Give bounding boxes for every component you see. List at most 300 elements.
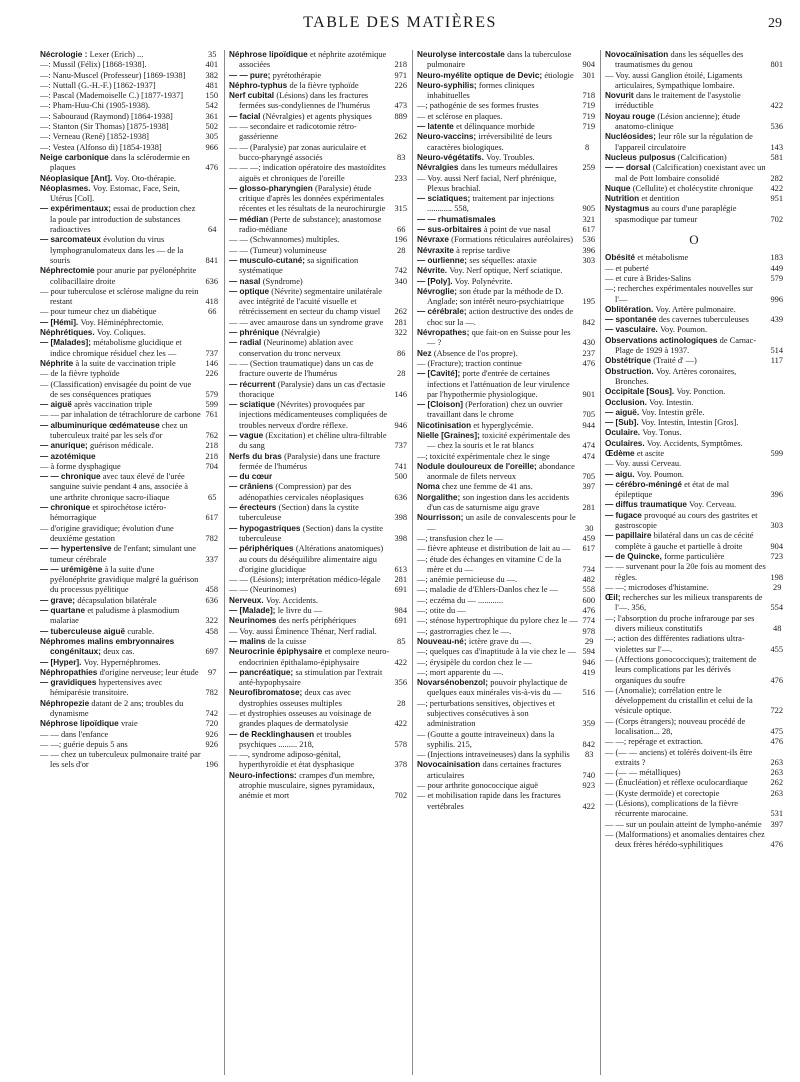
- entry-page-number: 617: [582, 544, 595, 554]
- index-entry: [605, 315, 783, 325]
- index-entry: [229, 627, 407, 637]
- entry-heading: Neuro-syphilis;: [417, 80, 479, 90]
- index-entry: [229, 287, 407, 318]
- entry-heading: Oculaire.: [605, 428, 643, 438]
- entry-page-number: 741: [394, 461, 407, 471]
- entry-heading: Névraxe: [417, 235, 452, 245]
- entry-heading: — anurique;: [40, 441, 91, 451]
- entry-heading: Nuque: [605, 183, 633, 193]
- entry-text: —; anémie pernicieuse du —.: [417, 575, 518, 585]
- entry-page-number: 474: [582, 451, 595, 461]
- entry-page-number: 923: [582, 781, 595, 791]
- index-entry: [605, 686, 783, 717]
- index-entry: [605, 367, 783, 388]
- index-entry: — — (Paralysie) par zonas auriculaire et bucco-pharyngé associés 83: [229, 142, 406, 162]
- index-entry: [417, 266, 595, 276]
- entry-heading: — pancréatique;: [229, 667, 296, 677]
- index-column-1: [40, 50, 218, 1075]
- entry-text: —: Vestea (Alfonso di) [1854-1938]: [40, 142, 162, 152]
- entry-text: — — secondaire et radicotomie rétro-gassérienne: [229, 122, 357, 142]
- entry-heading: Neurofibromatose;: [229, 688, 305, 698]
- entry-page-number: 458: [205, 585, 218, 595]
- index-entry: [40, 503, 218, 524]
- entry-text: (Section) dans la cystite tuberculeuse: [239, 523, 383, 543]
- index-entry: [40, 637, 218, 658]
- entry-text: Voy. Intestin.: [649, 397, 694, 407]
- index-entry: [417, 534, 595, 544]
- index-entry: [229, 472, 407, 482]
- entry-page-number: 262: [394, 307, 407, 317]
- index-entry: [417, 462, 595, 483]
- index-entry: [40, 132, 218, 142]
- entry-text: —: Mussil (Félix) [1868-1938].: [40, 60, 147, 70]
- entry-page-number: 474: [582, 441, 595, 451]
- entry-text: pouvoir phylactique de quelques eaux minérales vis-à-vis du —: [427, 678, 568, 698]
- index-entry: [40, 462, 218, 472]
- entry-page-number: 259: [582, 163, 595, 173]
- entry-text: — — dans l'enfance: [40, 729, 109, 739]
- entry-page-number: 183: [770, 253, 783, 263]
- entry-heading: Norgalithe;: [417, 492, 463, 502]
- entry-heading: — — hypertensive: [40, 544, 114, 554]
- entry-text: — (Classification) envisagée du point de vue de ses conséquences pratiques: [40, 379, 192, 399]
- entry-text: dans les séquelles des traumatismes du genou: [615, 50, 744, 70]
- entry-text: —; quelques cas d'inaptitude à la vie chez le —: [417, 647, 576, 657]
- index-entry: [417, 493, 595, 514]
- entry-page-number: 966: [205, 142, 218, 152]
- entry-heading: Néphrose lipoïdique: [40, 719, 121, 729]
- entry-text: —; pathogénie de ses formes frustes: [417, 101, 539, 111]
- entry-text: Voy. Cerveau.: [689, 500, 737, 510]
- entry-text: (Neurinome) ablation avec conservation du tronc nerveux: [239, 338, 354, 358]
- entry-text: à reprise tardive: [456, 245, 511, 255]
- entry-page-number: 737: [205, 348, 218, 358]
- entry-text: — (Anomalie); corrélation entre le développement du cristallin et celui de la vésicule optique.: [605, 685, 753, 716]
- index-entry: [229, 122, 407, 143]
- entry-text: —; recherches expérimentales nouvelles sur l'—: [605, 284, 753, 304]
- index-entry: [40, 143, 218, 153]
- index-entry: [605, 737, 783, 747]
- entry-text: recherches sur les milieux transparents de l'—. 356,: [615, 593, 763, 613]
- entry-heading: — [Hémi].: [40, 317, 81, 327]
- entry-page-number: 455: [770, 644, 783, 654]
- entry-text: dans la tuberculose pulmonaire: [427, 50, 572, 70]
- index-entry: — expérimentaux; essai de production chez la poule par introduction de substances radioactives 64: [40, 204, 217, 235]
- entry-text: (Calcification) coexistant avec un mal de Pott lombaire consolidé: [615, 163, 766, 183]
- entry-text: porte d'entrée de certaines infections et l'atténuation de leur virulence par l'hypothermie physiologique.: [427, 369, 570, 399]
- entry-page-number: 951: [770, 194, 783, 204]
- index-entry: [229, 256, 407, 277]
- entry-heading: — érecteurs: [229, 503, 279, 513]
- index-entry: [40, 81, 218, 91]
- entry-text: crampes d'un membre, atrophie musculaire, signes pyramidaux, anémie et mort: [239, 770, 375, 801]
- index-entry: [605, 184, 783, 194]
- entry-page-number: 722: [770, 706, 783, 716]
- entry-heading: — latente: [417, 122, 457, 132]
- entry-text: — (Énucléation) et réflexe oculocardiaque: [605, 778, 748, 788]
- entry-heading: — nasal: [229, 276, 263, 286]
- index-entry: [417, 112, 595, 122]
- index-entry: [40, 400, 218, 410]
- entry-text: —; sténose hypertrophique du pylore chez le —: [417, 616, 578, 626]
- entry-heading: — cérébrale;: [417, 307, 469, 317]
- entry-text: —; gastrorragies chez le —.: [417, 626, 512, 636]
- entry-page-number: 904: [770, 541, 783, 551]
- index-entry: [605, 305, 783, 315]
- entry-text: d'origine nerveuse; leur étude: [99, 667, 199, 677]
- index-entry: [229, 277, 407, 287]
- index-entry: [605, 459, 783, 469]
- entry-text: —; érysipèle du cordon chez le —: [417, 657, 532, 667]
- index-entry: — médian (Perte de substance); anastomose radio-médiane 66: [229, 214, 406, 235]
- entry-text: — (Malformations) et anomalies dentaires chez deux frères hérédo-syphilitiques: [605, 829, 765, 850]
- entry-text: (Névrites) provoquées par injections médicamenteuses compliquées de troubles nerveux d'ordre réflexe.: [239, 400, 388, 430]
- entry-heading: Néoplasmes.: [40, 183, 93, 193]
- index-entry: [229, 503, 407, 524]
- index-entry: [605, 418, 783, 428]
- entry-heading: Névropathes;: [417, 328, 472, 338]
- entry-page-number: 226: [394, 80, 407, 90]
- entry-text: dans certaines fractures articulaires: [427, 760, 562, 780]
- entry-text: —; mort apparente du —.: [417, 667, 504, 677]
- index-entry: [229, 482, 407, 503]
- entry-text: le livre du —: [277, 606, 323, 616]
- entry-heading: Nicotinisation: [417, 420, 474, 430]
- index-entry: [417, 369, 595, 400]
- entry-page-number: 762: [205, 430, 218, 440]
- entry-page-number: 476: [770, 675, 783, 685]
- entry-text: — pour tumeur chez un diabétique: [40, 307, 157, 317]
- entry-text: pyrétothérapie: [272, 70, 322, 80]
- entry-text: — (Affections gonococciques); traitement de leurs complications par les dérivés organiques du soufre: [605, 654, 757, 685]
- entry-text: — — (Neurinomes): [229, 585, 297, 595]
- index-entry: — radial (Neurinome) ablation avec conservation du tronc nerveux 86: [229, 338, 406, 358]
- index-entry: [40, 101, 218, 111]
- index-entry: [417, 50, 595, 71]
- index-entry: [40, 122, 218, 132]
- entry-heading: Observations actinologiques: [605, 335, 720, 345]
- entry-text: étiologie: [544, 70, 574, 80]
- index-entry: Nourrisson; un asile de convalescents pour le — 30: [417, 513, 594, 533]
- entry-heading: — malins: [229, 636, 268, 646]
- index-entry: — malins de la cuisse 85: [229, 636, 406, 646]
- index-entry: [229, 585, 407, 595]
- entry-heading: Neurinomes: [229, 616, 279, 626]
- index-entry: [229, 606, 407, 616]
- index-entry: [605, 284, 783, 305]
- index-entry: [40, 112, 218, 122]
- entry-heading: Névralgies: [417, 163, 461, 173]
- index-entry: [40, 730, 218, 740]
- index-entry: [40, 153, 218, 174]
- entry-heading: — du cœur: [229, 472, 273, 482]
- entry-heading: Nystagmus: [605, 204, 652, 214]
- entry-text: Voy. Oto-thérapie.: [114, 173, 177, 183]
- entry-page-number: 430: [582, 338, 595, 348]
- index-entry: [417, 287, 595, 308]
- entry-text: Voy. Artères coronaires, Bronches.: [615, 366, 737, 386]
- index-entry: [40, 719, 218, 729]
- entry-heading: Nielle [Graines];: [417, 430, 483, 440]
- entry-page-number: 617: [205, 513, 218, 523]
- index-entry: [417, 699, 595, 730]
- entry-text: (Lésions) dans les fractures fermées sus-condyliennes de l'humérus: [239, 91, 371, 111]
- index-entry: [40, 750, 218, 771]
- index-entry: [417, 277, 595, 287]
- entry-heading: Nerf cubital: [229, 91, 277, 101]
- entry-page-number: 558: [582, 585, 595, 595]
- entry-page-number: 356: [394, 678, 407, 688]
- index-entry: [417, 328, 595, 349]
- index-entry: — (Injections intraveineuses) dans la syphilis 83: [417, 750, 594, 760]
- entry-page-number: 740: [582, 770, 595, 780]
- entry-text: — —; repérage et extraction.: [605, 737, 703, 747]
- index-entry: [417, 668, 595, 678]
- entry-page-number: 458: [205, 626, 218, 636]
- index-entry: [40, 544, 218, 565]
- index-entry: [40, 235, 218, 266]
- entry-text: et état de mal épileptique: [615, 479, 730, 500]
- index-entry: [605, 634, 783, 655]
- entry-page-number: 536: [770, 122, 783, 132]
- entry-text: — — (Lésions); interprétation médico-légale: [229, 575, 381, 585]
- entry-text: (Absence de l'os propre).: [433, 348, 518, 358]
- entry-text: (Formations réticulaires auréolaires): [451, 235, 574, 245]
- index-entry: [605, 449, 783, 459]
- entry-text: (Lésion ancienne); étude anatomo-clinique: [615, 111, 741, 132]
- entry-text: —; action des différentes radiations ultra-violettes sur l'—.: [605, 634, 745, 654]
- index-entry: [605, 717, 783, 738]
- index-entry: [417, 760, 595, 781]
- entry-heading: — [Cloison]: [417, 400, 466, 410]
- entry-heading: Occlusion.: [605, 397, 650, 407]
- entry-heading: — de Quincke,: [605, 551, 665, 561]
- entry-heading: Occipitale [Sous].: [605, 387, 677, 397]
- entry-text: forme particulière: [664, 551, 725, 561]
- entry-page-number: 782: [205, 533, 218, 543]
- entry-heading: — spontanée: [605, 315, 659, 325]
- index-entry: [40, 452, 218, 462]
- entry-text: deux cas avec dystrophies osseuses multiples: [239, 688, 352, 708]
- entry-page-number: 554: [770, 603, 783, 613]
- index-entry: —; l'absorption du proche infrarouge par ses divers milieux constitutifs 48: [605, 613, 782, 634]
- entry-text: (Perte de substance); anastomose radio-médiane: [239, 214, 382, 235]
- index-entry: [417, 81, 595, 102]
- entry-text: chez une femme de 41 ans.: [442, 482, 533, 492]
- entry-page-number: 473: [394, 101, 407, 111]
- entry-page-number: 782: [205, 688, 218, 698]
- entry-page-number: 481: [205, 80, 218, 90]
- entry-page-number: 422: [394, 657, 407, 667]
- entry-text: (Calcification): [677, 152, 727, 162]
- entry-page-number: 321: [582, 214, 595, 224]
- index-entry: [40, 71, 218, 81]
- entry-text: avec taux élevé de l'urée sanguine suivie pendant 4 ans, associée à une arthrite chronique sacro-iliaque: [50, 472, 188, 502]
- index-entry: [417, 791, 595, 812]
- entry-text: — (Lésions), complications de la fièvre récurrente marocaine.: [605, 799, 739, 819]
- entry-heading: Néphromes malins embryonnaires congénitaux;: [40, 636, 175, 657]
- entry-text: — — (Paralysie) par zonas auriculaire et bucco-pharyngé associés: [229, 142, 367, 162]
- entry-text: — pour tuberculose et sclérose maligne du rein restant: [40, 286, 199, 307]
- entry-text: — — (Tumeur) volumineuse: [229, 245, 327, 255]
- entry-text: essai de production chez la poule par introduction de substances radioactives: [50, 204, 196, 235]
- entry-page-number: 301: [582, 70, 595, 80]
- entry-text: irréversibilité de leurs caractères biologiques.: [427, 132, 552, 152]
- entry-page-number: 449: [770, 263, 783, 273]
- entry-page-number: 984: [394, 606, 407, 616]
- entry-heading: Novocainisation: [417, 760, 483, 770]
- entry-page-number: 946: [394, 420, 407, 430]
- entry-text: —; toxicité expérimentale chez le singe: [417, 451, 550, 461]
- entry-heading: Neuro-myélite optique de Devic;: [417, 70, 545, 80]
- entry-text: — — avec amaurose dans un syndrome grave: [229, 317, 384, 327]
- entry-text: (Névrite) segmentaire unilatérale avec intégrité de l'acuité visuelle et rétrécissement en secteur du champ visuel: [239, 286, 382, 317]
- entry-page-number: 705: [582, 410, 595, 420]
- entry-page-number: 439: [770, 315, 783, 325]
- entry-text: (Paralysie) étude critique d'après les données expérimentales récentes et les résultats de la neurochirurgie: [239, 183, 386, 214]
- entry-heading: Néphrétiques.: [40, 328, 97, 338]
- entry-page-number: 842: [582, 739, 595, 749]
- entry-page-number: 322: [394, 328, 407, 338]
- entry-page-number: 636: [394, 492, 407, 502]
- entry-page-number: 422: [582, 801, 595, 811]
- entry-page-number: 719: [582, 101, 595, 111]
- entry-text: —; transfusion chez le —: [417, 533, 504, 543]
- index-entry: [229, 184, 407, 215]
- entry-text: et métabolisme: [637, 253, 689, 263]
- index-entry: — —; microdoses d'histamine. 29: [605, 582, 782, 592]
- entry-text: (Névralgies) et agents physiques: [262, 111, 372, 121]
- index-entry: [417, 359, 595, 369]
- entry-text: au cours d'une paraplégie spasmodique par tumeur: [615, 204, 737, 224]
- index-entry: [229, 596, 407, 606]
- entry-text: — — chez un tuberculeux pulmonaire traité par les sels d'or: [40, 750, 201, 770]
- entry-text: — — —; indication opératoire des mastoïdites aiguës et chroniques de l'oreille: [229, 163, 386, 183]
- entry-page-number: 397: [582, 482, 595, 492]
- entry-text: dans les tumeurs médullaires: [460, 163, 558, 173]
- entry-page-number: 382: [205, 70, 218, 80]
- entry-heading: — azotémique: [40, 451, 96, 461]
- index-entry: [605, 778, 783, 788]
- entry-text: — et dystrophies osseuses au voisinage de grandes plaques de dermatolysie: [229, 709, 372, 729]
- index-entry: [417, 153, 595, 163]
- entry-text: Voy. Tonus.: [642, 428, 682, 438]
- index-entry: [605, 408, 783, 418]
- entry-text: des cavernes tuberculeuses: [658, 315, 749, 325]
- entry-text: et troubles psychiques ......... 218,: [239, 729, 352, 749]
- entry-page-number: 340: [394, 276, 407, 286]
- entry-page-number: 396: [770, 490, 783, 500]
- index-entry: [605, 194, 783, 204]
- entry-page-number: 303: [770, 521, 783, 531]
- index-entry: [229, 91, 407, 112]
- entry-heading: Neuro-vaccins;: [417, 132, 479, 142]
- index-columns: [40, 50, 792, 1075]
- index-entry: [417, 246, 595, 256]
- entry-heading: — aiguë.: [605, 407, 642, 417]
- entry-heading: Néoplasique [Ant].: [40, 173, 115, 183]
- entry-text: — —; guérie depuis 5 ans: [40, 739, 128, 749]
- entry-heading: — gravidiques: [40, 678, 99, 688]
- entry-heading: — tuberculeuse aiguë: [40, 626, 128, 636]
- index-entry: [605, 531, 783, 552]
- index-entry: [417, 606, 595, 616]
- entry-text: de l'enfant; simulant une tumeur cérébrale: [50, 544, 196, 564]
- entry-page-number: 599: [205, 400, 218, 410]
- entry-page-number: 842: [582, 317, 595, 327]
- index-entry: [605, 274, 783, 284]
- entry-text: —: Nanu-Muscel (Professeur) [1869-1938]: [40, 70, 186, 80]
- entry-text: Voy. Accidents, Symptômes.: [646, 438, 743, 448]
- index-entry: [417, 431, 595, 452]
- entry-text: et ascite: [636, 448, 665, 458]
- index-entry: [40, 369, 218, 379]
- entry-page-number: 359: [582, 719, 595, 729]
- entry-text: à point de vue nasal: [483, 225, 551, 235]
- entry-page-number: 315: [394, 204, 407, 214]
- index-entry: [229, 431, 407, 452]
- index-entry: [229, 163, 407, 184]
- entry-heading: — — dorsal: [605, 163, 653, 173]
- index-entry: [605, 799, 783, 820]
- entry-heading: — quartane: [40, 606, 88, 616]
- entry-text: (Perforation) chez un ouvrier travaillant dans le chrome: [427, 400, 563, 420]
- entry-text: (Syndrome): [262, 276, 303, 286]
- entry-text: de Carnac-Plage de 1929 à 1937.: [615, 335, 757, 356]
- entry-page-number: 476: [582, 358, 595, 368]
- entry-heading: Néphrectomie: [40, 266, 97, 276]
- entry-text: abondance anormale de filets nerveux: [427, 461, 575, 482]
- entry-text: Voy. Troubles.: [486, 152, 535, 162]
- entry-page-number: 996: [770, 294, 783, 304]
- entry-page-number: 691: [394, 585, 407, 595]
- entry-page-number: 944: [582, 420, 595, 430]
- entry-text: —: Pascal (Mademoiselle C.) [1877-1937]: [40, 91, 184, 101]
- entry-heading: — — pure;: [229, 70, 273, 80]
- index-entry: [40, 380, 218, 401]
- index-entry: [417, 174, 595, 195]
- index-entry: [605, 593, 783, 614]
- entry-page-number: 263: [770, 757, 783, 767]
- index-entry: [229, 668, 407, 689]
- index-column-2: [224, 50, 407, 1075]
- entry-page-number: 218: [394, 60, 407, 70]
- index-entry: [417, 71, 595, 81]
- entry-page-number: 143: [770, 142, 783, 152]
- entry-heading: Neurocrinie épiphysaire: [229, 647, 325, 657]
- index-entry: [417, 349, 595, 359]
- entry-text: de la fièvre typhoïde: [289, 80, 359, 90]
- index-entry: [229, 524, 407, 545]
- entry-page-number: 500: [394, 472, 407, 482]
- entry-page-number: 475: [770, 727, 783, 736]
- entry-text: à la suite d'une pyélonéphrite gravidique malgré la guérison du processus pyélitique: [50, 564, 199, 595]
- index-entry: [229, 380, 407, 401]
- entry-page-number: 196: [394, 235, 407, 245]
- entry-page-number: 536: [582, 235, 595, 245]
- entry-heading: — glosso-pharyngien: [229, 183, 315, 193]
- entry-heading: Névrite.: [417, 266, 450, 276]
- entry-text: sa stimulation par l'extrait anté-hypophysaire: [239, 667, 383, 688]
- entry-text: sa signification systématique: [239, 255, 359, 276]
- entry-text: formes cliniques inhabituelles: [427, 80, 535, 101]
- entry-page-number: 281: [394, 575, 407, 585]
- entry-heading: — médian: [229, 214, 271, 224]
- index-entry: [40, 627, 218, 637]
- entry-page-number: 218: [205, 451, 218, 461]
- entry-text: guérison médicale.: [90, 441, 154, 451]
- entry-text: — et puberté: [605, 263, 649, 273]
